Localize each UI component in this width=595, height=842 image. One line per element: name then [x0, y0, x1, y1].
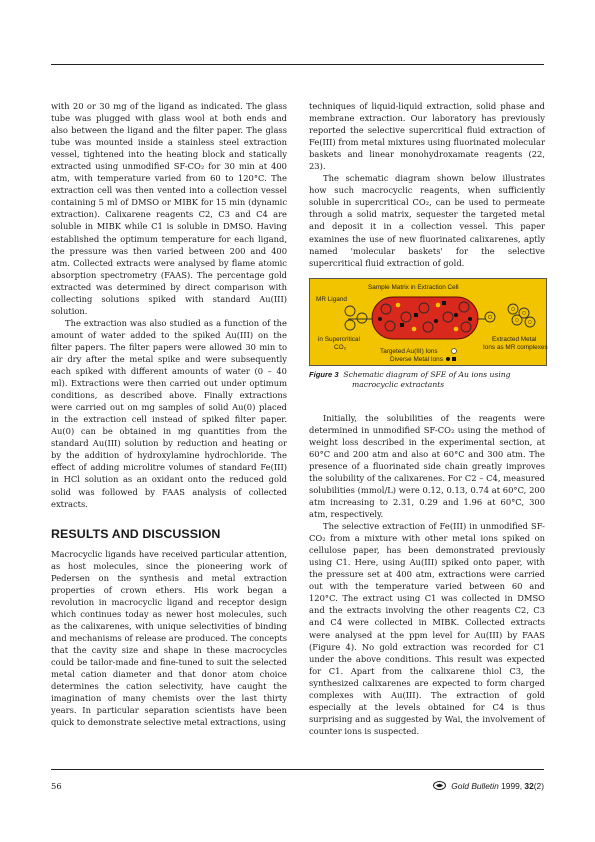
gold-ion: [412, 326, 417, 331]
right-column: [309, 100, 548, 737]
top-rule: [51, 64, 544, 65]
figure-label-co2: CO₂: [334, 343, 347, 351]
section-heading: RESULTS AND DISCUSSION: [51, 526, 221, 541]
body-paragraph: Initially, the solubilities of the reagents were determined in unmodified SF-CO₂ using the method of weight loss described in the experimental section, at 60°C and 200 atm and also at 60°C and 300 atm. The presence of a fluorinated side chain greatly improves the solubility of the calixarenes. For C2 – C4, measured solubilities (mmol/L) were 0.12, 0.13, 0.74 at 60°C, 200 atm increasing to 2.31, 0.29 and 1.96 at 60°C, 300 atm, respectively.: [309, 412, 545, 520]
metal-ion: [468, 317, 472, 321]
metal-ion: [414, 313, 418, 317]
metal-ion: [442, 301, 446, 305]
figure-label-matrix: Sample Matrix in Extraction Cell: [368, 283, 459, 291]
journal-issue: (2): [533, 781, 544, 791]
figure-label-targeted: Targeted Au(III) Ions: [380, 347, 438, 355]
body-paragraph: with 20 or 30 mg of the ligand as indicated. The glass tube was plugged with glass wool at both ends and also between the ligand and the filter paper. The glass tube was mounted inside a stainless steel extraction vessel, tightened into the heating block and statically extracted using unmodified SF-CO₂ for 30 min at 400 atm, with temperature varied from 60 to 120°C. The extraction cell was then vented into a collection vessel containing 5 ml of DMSO or MIBK for 15 min (dynamic extraction). Calixarene reagents C2, C3 and C4 are soluble in MIBK while C1 is soluble in DMSO. Having established the optimum temperature for each ligand, the pressure was then varied between 200 and 400 atm. Collected extracts were analysed by flame atomic absorption spectrometry (FAAS). The percentage gold extracted was determined by direct comparison with collecting solutions spiked with standard Au(III) solution.: [51, 101, 287, 316]
figure-caption-text: Schematic diagram of SFE of Au ions using macrocyclic extractants: [343, 369, 511, 389]
journal-name: Gold Bulletin: [451, 781, 499, 791]
metal-ion: [454, 313, 458, 317]
gold-ion: [436, 302, 441, 307]
figure-label-diverse: Diverse Metal Ions: [390, 355, 443, 363]
gold-ion: [528, 320, 531, 323]
gold-bulletin-logo-icon: [433, 781, 446, 792]
metal-ion: [434, 319, 438, 323]
figure-caption-label: Figure 3: [309, 369, 339, 379]
body-paragraph: The extraction was also studied as a function of the amount of water added to the spiked Au(III) on the filter papers. The filter papers were allowed 30 min to air dry after the metal spike and were subsequently each spiked with different amounts of water (0 – 40 ml). Extractions were then carried out under optimum conditions, as described above. Finally extractions were carried out on mg samples of solid Au(0) placed in the extraction cell instead of spiked filter paper. Au(0) can be obtained in mg quantities from the standard Au(III) solution by reduction and heating or by the addition of hydroxylamine hydrochloride. The effect of adding microlitre volumes of standard Fe(III) in HCl solution as an oxidant onto the reduced gold solid was followed by FAAS analysis of collected extracts.: [51, 317, 287, 509]
metal-ion: [400, 323, 404, 327]
page-number: 56: [51, 781, 62, 791]
body-paragraph: The schematic diagram shown below illustrates how such macrocyclic reagents, when sufficiently soluble in supercritical CO₂, can be used to permeate through a solid matrix, sequester the targeted metal and deposit it in a collection vessel. This paper examines the use of new fluorinated calixarenes, aptly named 'molecular baskets' for the selective supercritical fluid extraction of gold.: [309, 173, 545, 268]
figure-label-complexes: Ions as MR complexes: [483, 343, 548, 351]
bottom-rule: [51, 769, 544, 770]
body-paragraph: Macrocyclic ligands have received particular attention, as host molecules, since the pioneering work of Pedersen on the synthesis and metal extraction properties of crown ethers. His work began a revolution in macrocyclic ligand and receptor design which continues today as newer host molecules, such as the calixarenes, with unique selectivities of binding and mechanisms of release are produced. The concepts that the cavity size and shape in these macrocycles could be tailor-made and fine-tuned to suit the selected metal cation diameter and that donor atom choice determines the cation selectivity, have caught the imagination of many chemists over the last thirty years. In particular separation scientists have been quick to demonstrate selective metal extractions, using: [51, 548, 287, 728]
gold-ion: [515, 318, 518, 321]
gold-ion: [488, 315, 492, 319]
figure-label-supercritical: in Supercritical: [318, 335, 360, 343]
journal-citation: [433, 781, 544, 792]
journal-volume: 32: [524, 781, 534, 791]
body-paragraph: techniques of liquid-liquid extraction, solid phase and membrane extraction. Our laboratory has previously reported the selective supercritical fluid extraction of Fe(III) from metal mixtures using fluorinated molecular baskets and linear monohydroxamate reagents (22, 23).: [309, 101, 545, 172]
figure-caption: [309, 370, 545, 390]
figure-label-ligand: MR Ligand: [316, 295, 347, 303]
body-paragraph: The selective extraction of Fe(III) in unmodified SF-CO₂ from a mixture with other metal ions spiked on cellulose paper, has been demonstrated previously using C1. Here, using Au(III) spiked onto paper, with the pressure set at 400 atm, extractions were carried out with the temperature varied between 60 and 120°C. The extract using C1 was collected in DMSO and the extracts involving the other reagents C2, C3 and C4 were collected in MIBK. Collected extracts were analysed at the ppm level for Au(III) by FAAS (Figure 4). No gold extraction was recorded for C1 under the above conditions. This result was expected for C1. Apart from the calixarene thiol C3, the synthesized calixarenes are expected to form charged complexes with Au(III). The extraction of gold especially at the levels obtained for C4 is thus surprising and as suggested by Wai, the involvement of counter ions is suspected.: [309, 521, 545, 736]
gold-ion: [511, 307, 514, 310]
left-column: [51, 100, 287, 728]
metal-ion: [378, 317, 382, 321]
gold-ion: [396, 302, 401, 307]
figure-label-extracted: Extracted Metal: [492, 335, 537, 343]
figure-3-diagram: [309, 278, 547, 366]
legend-metal-marker-square: [452, 357, 456, 361]
gold-ion: [522, 311, 525, 314]
gold-ion: [454, 326, 459, 331]
journal-year: 1999,: [501, 781, 523, 791]
legend-metal-marker-circle: [446, 357, 450, 361]
legend-gold-marker: [452, 348, 457, 353]
